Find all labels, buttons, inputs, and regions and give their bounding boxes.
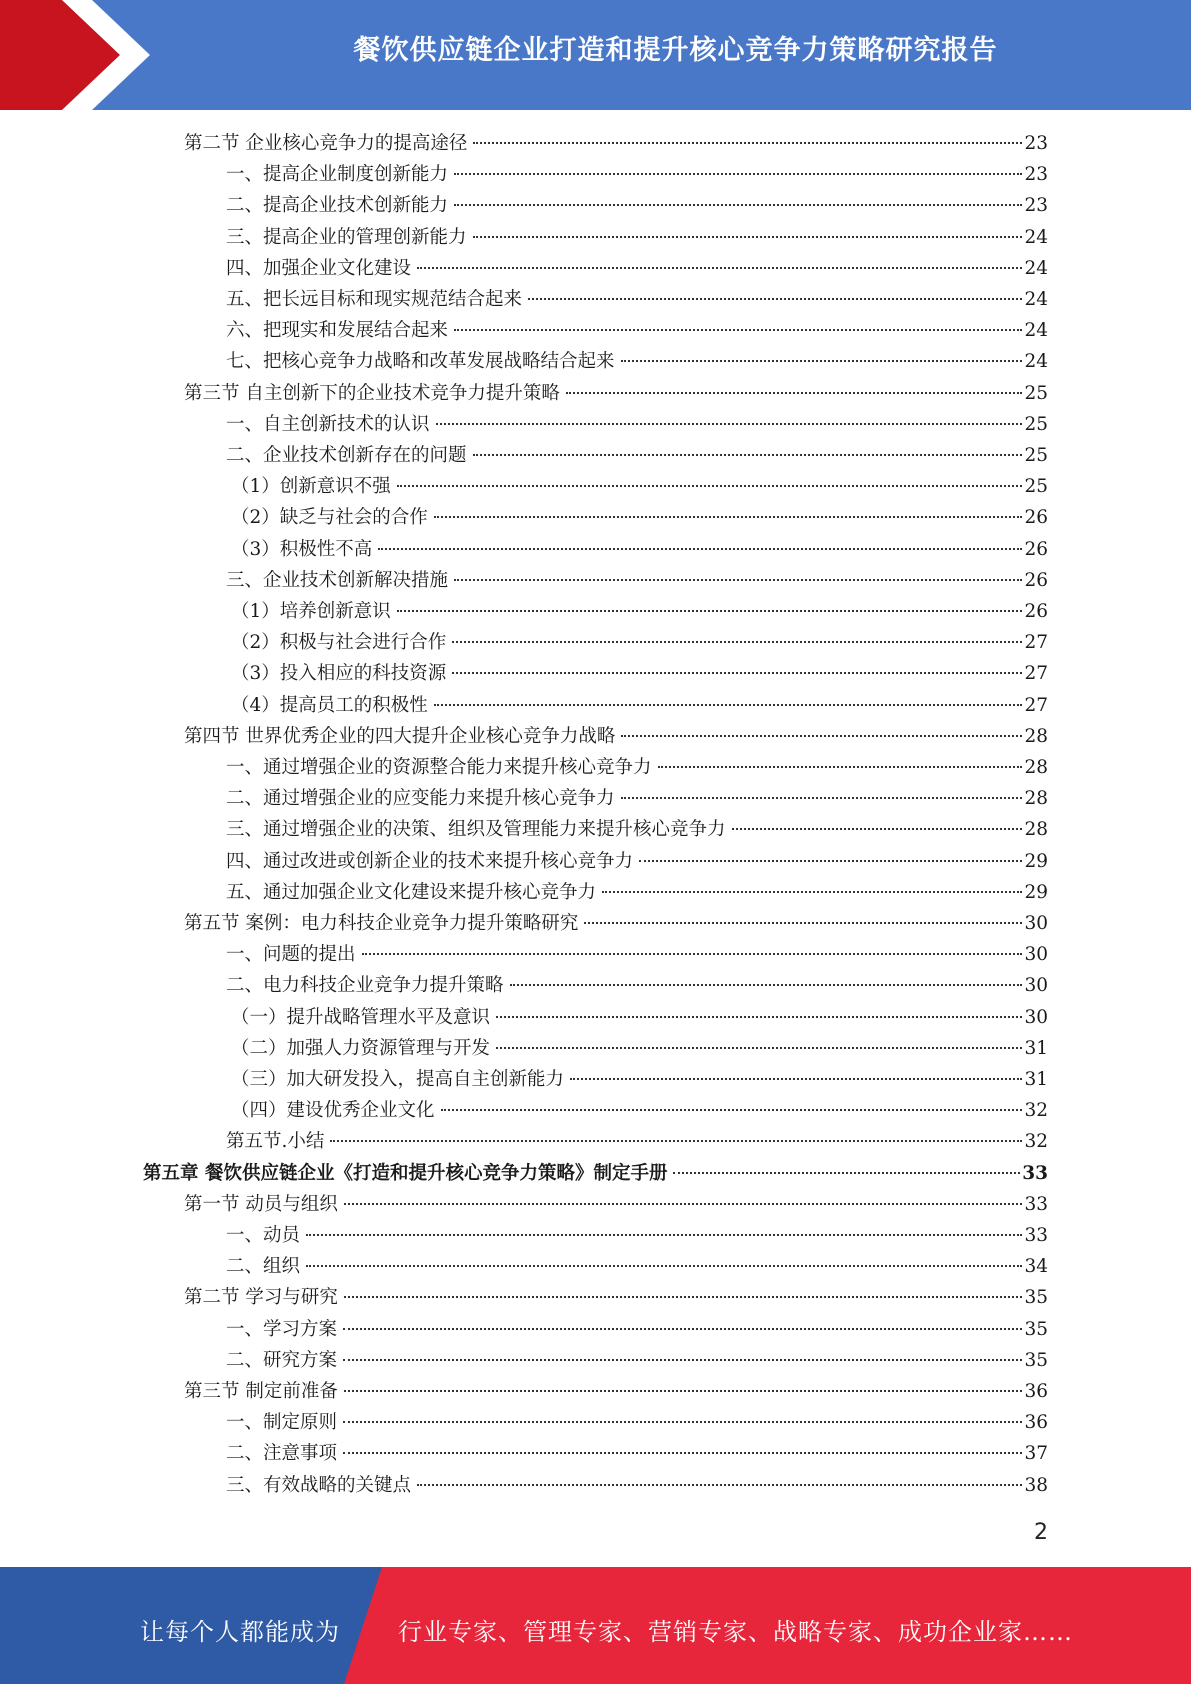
footer-slogan-left: 让每个人都能成为 — [140, 1618, 340, 1646]
toc-entry-page: 28 — [1024, 725, 1048, 747]
toc-entry[interactable] — [226, 1314, 1048, 1345]
toc-entry-label: 第五章 餐饮供应链企业《打造和提升核心竞争力策略》制定手册 — [143, 1162, 668, 1184]
toc-entry[interactable] — [226, 440, 1048, 471]
toc-entry-label: 一、自主创新技术的认识 — [226, 413, 430, 435]
toc-entry[interactable] — [231, 1033, 1048, 1064]
toc-dot-leader — [658, 765, 1023, 768]
toc-entry[interactable] — [184, 1376, 1048, 1407]
toc-dot-leader — [454, 172, 1022, 175]
toc-entry-page: 27 — [1024, 632, 1048, 654]
toc-entry-label: 第五节 案例：电力科技企业竞争力提升策略研究 — [184, 913, 579, 934]
toc-dot-leader — [621, 359, 1023, 362]
toc-entry-page: 25 — [1024, 445, 1048, 466]
toc-entry[interactable] — [226, 1251, 1048, 1282]
toc-entry[interactable] — [231, 1064, 1048, 1095]
toc-entry-page: 38 — [1024, 1474, 1048, 1496]
footer-slogan-right: 行业专家、管理专家、营销专家、战略专家、成功企业家…… — [398, 1618, 1073, 1646]
toc-entry-page: 27 — [1024, 663, 1048, 685]
toc-dot-leader — [496, 1015, 1022, 1018]
toc-entry[interactable] — [226, 284, 1048, 315]
toc-entry-label: 第二节 学习与研究 — [184, 1287, 338, 1309]
toc-entry[interactable] — [226, 565, 1048, 596]
toc-entry-label: 五、把长远目标和现实规范结合起来 — [226, 289, 523, 310]
toc-entry-page: 28 — [1024, 819, 1048, 841]
toc-entry-label: 二、电力科技企业竞争力提升策略 — [226, 975, 504, 997]
toc-entry-page: 30 — [1024, 913, 1048, 934]
toc-entry-page: 26 — [1024, 507, 1048, 529]
toc-entry-label: （2）缺乏与社会的合作 — [231, 507, 428, 529]
toc-entry-page: 36 — [1024, 1412, 1048, 1434]
toc-dot-leader — [436, 422, 1023, 425]
toc-entry-label: 六、把现实和发展结合起来 — [226, 320, 449, 342]
toc-dot-leader — [510, 983, 1023, 986]
toc-entry[interactable] — [143, 1158, 1048, 1189]
toc-entry-label: 二、研究方案 — [226, 1349, 338, 1371]
toc-dot-leader — [343, 1451, 1022, 1454]
toc-dot-leader — [343, 1327, 1022, 1330]
toc-entry-page: 28 — [1024, 788, 1048, 810]
toc-dot-leader — [417, 266, 1022, 269]
toc-dot-leader — [397, 609, 1023, 612]
toc-entry[interactable] — [226, 190, 1048, 221]
toc-dot-leader — [454, 203, 1022, 206]
toc-entry[interactable] — [184, 1282, 1048, 1313]
toc-dot-leader — [528, 297, 1022, 300]
toc-entry-label: 第三节 制定前准备 — [184, 1381, 338, 1402]
toc-entry-page: 24 — [1024, 289, 1048, 310]
toc-entry-page: 23 — [1024, 133, 1048, 154]
toc-entry-label: 七、把核心竞争力战略和改革发展战略结合起来 — [226, 351, 615, 373]
toc-entry-page: 35 — [1024, 1349, 1048, 1371]
toc-entry-label: 二、通过增强企业的应变能力来提升核心竞争力 — [226, 788, 615, 810]
toc-dot-leader — [584, 921, 1022, 924]
toc-entry-label: 第一节 动员与组织 — [184, 1193, 338, 1215]
toc-dot-leader — [434, 515, 1023, 518]
toc-entry-label: （3）投入相应的科技资源 — [231, 663, 447, 685]
toc-entry[interactable] — [184, 128, 1048, 159]
toc-entry-page: 24 — [1024, 351, 1048, 373]
toc-entry[interactable] — [231, 534, 1048, 565]
toc-entry-page: 23 — [1024, 195, 1048, 217]
toc-entry[interactable] — [226, 970, 1048, 1001]
toc-entry-label: 二、企业技术创新存在的问题 — [226, 445, 467, 466]
toc-entry[interactable] — [184, 378, 1048, 409]
toc-entry-label: 一、通过增强企业的资源整合能力来提升核心竞争力 — [226, 757, 652, 778]
toc-entry[interactable] — [231, 627, 1048, 658]
toc-entry-label: （3）积极性不高 — [231, 538, 373, 560]
toc-entry[interactable] — [226, 159, 1048, 190]
toc-dot-leader — [673, 1171, 1020, 1174]
toc-entry-page: 35 — [1024, 1318, 1048, 1340]
toc-entry-page: 25 — [1024, 413, 1048, 435]
toc-entry[interactable] — [184, 1189, 1048, 1220]
toc-entry-label: 一、制定原则 — [226, 1412, 338, 1434]
toc-entry[interactable] — [231, 1002, 1048, 1033]
page-header — [0, 0, 1191, 110]
toc-entry-label: 一、学习方案 — [226, 1318, 338, 1340]
toc-entry-page: 26 — [1024, 538, 1048, 560]
toc-entry[interactable] — [226, 1438, 1048, 1469]
toc-entry[interactable] — [231, 596, 1048, 627]
toc-entry-page: 24 — [1024, 226, 1048, 248]
toc-entry-label: 第五节.小结 — [226, 1131, 325, 1153]
toc-entry-page: 30 — [1024, 975, 1048, 997]
toc-entry-page: 31 — [1024, 1037, 1048, 1059]
toc-entry-label: 二、组织 — [226, 1256, 301, 1278]
page-footer — [0, 1567, 1191, 1684]
toc-entry[interactable] — [226, 939, 1048, 970]
toc-entry-page: 28 — [1024, 757, 1048, 778]
toc-entry[interactable] — [231, 471, 1048, 502]
toc-entry-page: 29 — [1024, 881, 1048, 903]
toc-entry-page: 35 — [1024, 1287, 1048, 1309]
toc-entry-page: 36 — [1024, 1381, 1048, 1402]
toc-dot-leader — [344, 1389, 1023, 1392]
toc-entry[interactable] — [231, 1095, 1048, 1126]
toc-entry-label: 三、通过增强企业的决策、组织及管理能力来提升核心竞争力 — [226, 819, 726, 841]
toc-entry[interactable] — [226, 315, 1048, 346]
toc-entry-page: 32 — [1024, 1131, 1048, 1153]
toc-dot-leader — [602, 890, 1022, 893]
toc-dot-leader — [566, 391, 1023, 394]
toc-entry-page: 30 — [1024, 944, 1048, 966]
toc-entry[interactable] — [226, 222, 1048, 253]
toc-dot-leader — [344, 1295, 1023, 1298]
toc-entry[interactable] — [226, 253, 1048, 284]
toc-entry-label: 第四节 世界优秀企业的四大提升企业核心竞争力战略 — [184, 725, 616, 747]
toc-dot-leader — [473, 453, 1023, 456]
toc-entry-page: 29 — [1024, 850, 1048, 872]
toc-dot-leader — [621, 796, 1023, 799]
toc-entry[interactable] — [231, 502, 1048, 533]
toc-dot-leader — [454, 578, 1022, 581]
toc-entry-label: 三、有效战略的关键点 — [226, 1474, 412, 1496]
toc-dot-leader — [473, 235, 1023, 238]
toc-entry[interactable] — [231, 690, 1048, 721]
toc-dot-leader — [452, 640, 1022, 643]
toc-entry-page: 32 — [1024, 1100, 1048, 1122]
toc-dot-leader — [454, 328, 1022, 331]
toc-dot-leader — [362, 952, 1023, 955]
toc-entry[interactable] — [226, 1470, 1048, 1501]
toc-dot-leader — [473, 141, 1022, 144]
toc-entry[interactable] — [226, 814, 1048, 845]
toc-dot-leader — [496, 1046, 1022, 1049]
toc-dot-leader — [452, 671, 1022, 674]
toc-entry-label: （2）积极与社会进行合作 — [231, 632, 447, 654]
toc-entry-label: 二、提高企业技术创新能力 — [226, 195, 449, 217]
toc-entry-label: 二、注意事项 — [226, 1443, 338, 1465]
toc-entry[interactable] — [226, 1345, 1048, 1376]
toc-dot-leader — [570, 1077, 1022, 1080]
toc-entry[interactable] — [226, 1220, 1048, 1251]
toc-dot-leader — [441, 1108, 1023, 1111]
toc-entry-label: （4）提高员工的积极性 — [231, 694, 428, 716]
toc-entry-page: 27 — [1024, 694, 1048, 716]
toc-dot-leader — [417, 1483, 1022, 1486]
toc-entry-page: 31 — [1024, 1069, 1048, 1090]
toc-dot-leader — [732, 827, 1023, 830]
toc-dot-leader — [343, 1420, 1022, 1423]
toc-entry-label: 一、问题的提出 — [226, 944, 356, 966]
toc-dot-leader — [621, 734, 1022, 737]
toc-entry-page: 30 — [1024, 1006, 1048, 1028]
toc-dot-leader — [306, 1233, 1022, 1236]
toc-dot-leader — [343, 1358, 1022, 1361]
toc-entry[interactable] — [226, 783, 1048, 814]
toc-entry-page: 33 — [1022, 1162, 1048, 1184]
toc-entry[interactable] — [226, 752, 1048, 783]
toc-entry-label: （1）创新意识不强 — [231, 476, 391, 498]
toc-entry-label: 四、加强企业文化建设 — [226, 257, 412, 279]
toc-dot-leader — [330, 1139, 1022, 1142]
toc-entry-label: （四）建设优秀企业文化 — [231, 1100, 435, 1122]
toc-entry-label: 四、通过改进或创新企业的技术来提升核心竞争力 — [226, 850, 634, 872]
toc-entry-page: 34 — [1024, 1256, 1048, 1278]
toc-entry-label: 三、企业技术创新解决措施 — [226, 569, 449, 591]
toc-dot-leader — [378, 547, 1022, 550]
toc-entry[interactable] — [184, 721, 1048, 752]
toc-entry-page: 37 — [1024, 1443, 1048, 1465]
toc-entry[interactable] — [226, 877, 1048, 908]
toc-entry-page: 25 — [1024, 476, 1048, 498]
toc-entry[interactable] — [226, 346, 1048, 377]
toc-entry[interactable] — [226, 1407, 1048, 1438]
toc-entry[interactable] — [226, 409, 1048, 440]
toc-entry-page: 26 — [1024, 601, 1048, 622]
toc-entry-label: （三）加大研发投入，提高自主创新能力 — [231, 1069, 565, 1090]
toc-entry-page: 26 — [1024, 569, 1048, 591]
toc-entry-label: 第二节 企业核心竞争力的提高途径 — [184, 133, 468, 154]
toc-entry-page: 24 — [1024, 257, 1048, 279]
toc-entry-label: 五、通过加强企业文化建设来提升核心竞争力 — [226, 881, 597, 903]
report-title: 餐饮供应链企业打造和提升核心竞争力策略研究报告 — [353, 35, 998, 66]
toc-entry[interactable] — [226, 846, 1048, 877]
toc-entry-page: 33 — [1024, 1193, 1048, 1215]
toc-entry-label: 三、提高企业的管理创新能力 — [226, 226, 467, 248]
toc-entry-label: （1）培养创新意识 — [231, 601, 391, 622]
toc-dot-leader — [434, 703, 1023, 706]
toc-entry-page: 33 — [1024, 1225, 1048, 1246]
toc-entry-label: （二）加强人力资源管理与开发 — [231, 1037, 491, 1059]
toc-dot-leader — [397, 484, 1023, 487]
toc-entry-page: 24 — [1024, 320, 1048, 342]
toc-entry-page: 23 — [1024, 164, 1048, 186]
toc-entry-label: 一、动员 — [226, 1225, 301, 1246]
toc-dot-leader — [306, 1264, 1022, 1267]
toc-dot-leader — [639, 859, 1022, 862]
toc-entry-page: 25 — [1024, 382, 1048, 404]
page-number: 2 — [1034, 1520, 1048, 1545]
toc-entry[interactable] — [226, 1126, 1048, 1157]
toc-entry[interactable] — [184, 908, 1048, 939]
toc-entry-label: （一）提升战略管理水平及意识 — [231, 1006, 491, 1028]
toc-dot-leader — [344, 1202, 1023, 1205]
toc-entry-label: 一、提高企业制度创新能力 — [226, 164, 449, 186]
toc-entry-label: 第三节 自主创新下的企业技术竞争力提升策略 — [184, 382, 560, 404]
toc-entry[interactable] — [231, 658, 1048, 689]
